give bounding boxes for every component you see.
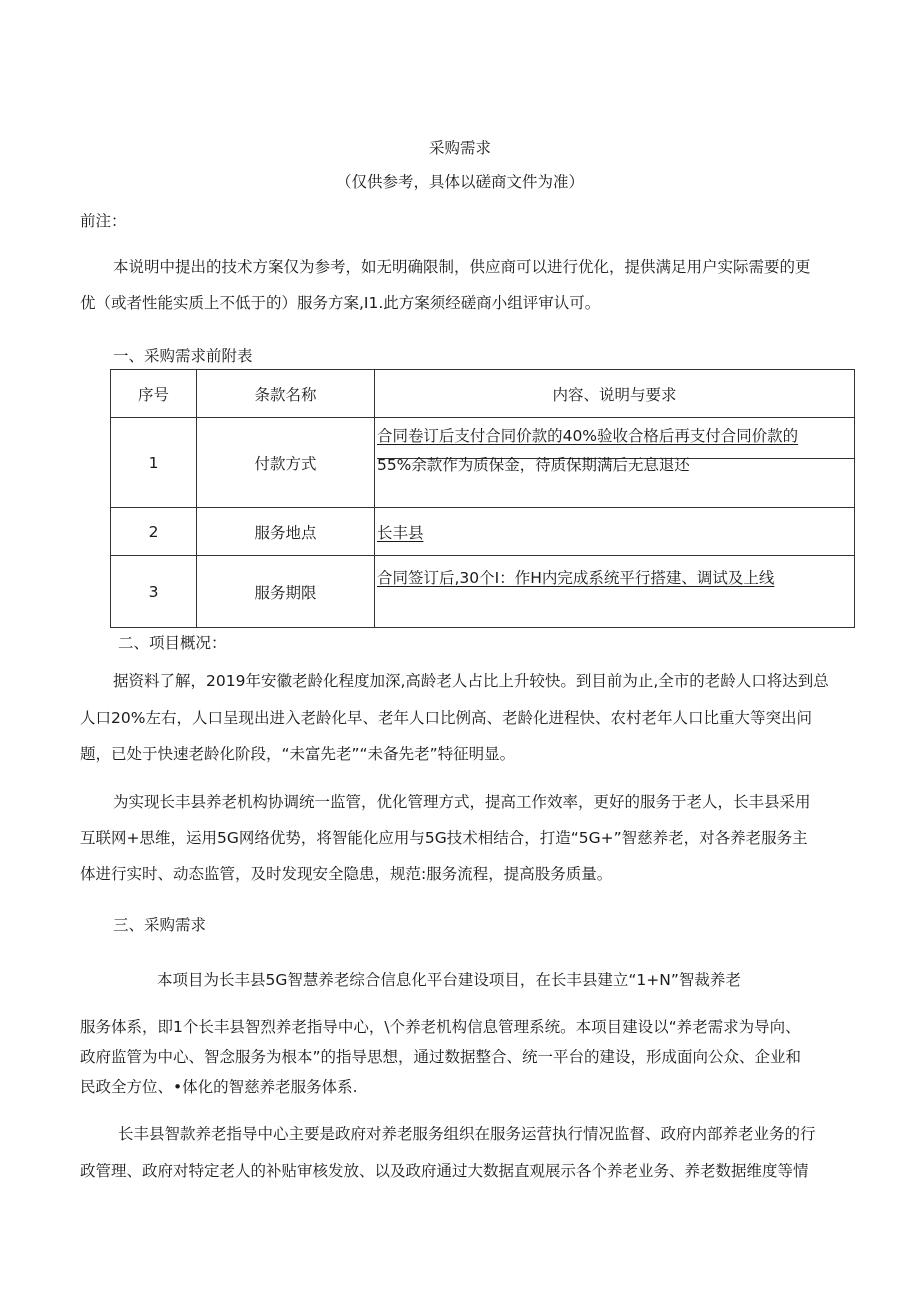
note-heading: 前注： [80,212,127,230]
section2-p2-line: 体进行实时、动态监管，及时发现安全隐患，规范:服务流程，提高股务质量。 [80,865,613,883]
section2-p1-line: 据资料了解，2019年安徽老龄化程度加深,高龄老人占比上升较快。到目前为止,全市的老龄人口将达到总 [113,672,829,690]
note-line-2: 优（或者性能实质上不低于的）服务方案,I1.此方案须经磋商小组评审认可。 [80,294,601,312]
section3-heading: 三、采购需求 [113,916,207,934]
section3-p1-line: 服务体系，即1个长丰县智烈养老指导中心，\个养老机构信息管理系统。本项目建设以“养老需求为导向、 [80,1018,801,1036]
header-content: 内容、说明与要求 [375,370,855,418]
content-line-2: 55%余款作为质保金，待质保期满后无息退还 [377,456,690,474]
content-line-1: 合同签订后,30个I：作H内完成系统平行搭建、调试及上线 [377,569,775,587]
section3-p1-line: 民政全方位、•体化的智慈养老服务体系. [80,1078,358,1096]
section3-p1-line: 本项目为长丰县5G智慧养老综合信息化平台建设项目，在长丰县建立“1+N”智裁养老 [157,971,741,989]
table-row [111,418,855,508]
row-no: 1 [111,418,197,508]
section2-p2-line: 为实现长丰县养老机构协调统一监管，优化管理方式，提高工作效率，更好的服务于老人，长丰县采用 [113,793,811,811]
section2-heading: 二、项目概况： [118,634,227,652]
table-row [111,508,855,556]
row-name: 付款方式 [197,418,375,508]
section3-p1-line: 政府监管为中心、智念服务为根本”的指导思想，通过数据整合、统一平台的建设，形成面向公众、企业和 [80,1048,802,1066]
doc-subtitle: （仅供参考，具体以磋商文件为准） [335,173,584,191]
section3-p2-line: 政管理、政府对特定老人的补贴审核发放、以及政府通过大数据直观展示各个养老业务、养老数据维度等情 [80,1162,809,1180]
content-clip [377,418,854,474]
row-content [375,556,855,628]
section1-heading: 一、采购需求前附表 [113,347,253,365]
row-content [375,508,855,556]
content-line-1: 合同卷订后支付合同价款的40%验收合格后再支付合同价款的 [377,427,799,445]
row-no: 3 [111,556,197,628]
note-line-1: 本说明中提出的技术方案仅为参考，如无明确限制，供应商可以进行优化，提供满足用户实际需要的更 [113,258,811,276]
section3-p2-line: 长丰县智款养老指导中心主要是政府对养老服务组织在服务运营执行情况监督、政府内部养老业务的行 [118,1125,816,1143]
header-no: 序号 [111,370,197,418]
doc-title: 采购需求 [428,139,491,157]
section2-p1-line: 人口20%左右，人口呈现出进入老龄化早、老年人口比例高、老龄化进程快、农村老年人口比重大等突出问 [80,709,812,727]
requirements-table [110,369,855,628]
section2-p2-line: 互联网+思维，运用5G网络优势，将智能化应用与5G技术相结合，打造“5G+”智慈养老，对各养老服务主 [80,829,808,847]
row-name: 服务期限 [197,556,375,628]
row-name: 服务地点 [197,508,375,556]
section2-p1-line: 题，已处于快速老龄化阶段，“未富先老”“未备先老”特征明显。 [80,745,516,763]
row-no: 2 [111,508,197,556]
row-content [375,418,855,508]
content-line-1: 长丰县 [377,523,424,542]
table-header-row [111,370,855,418]
header-name: 条款名称 [197,370,375,418]
table-row [111,556,855,628]
